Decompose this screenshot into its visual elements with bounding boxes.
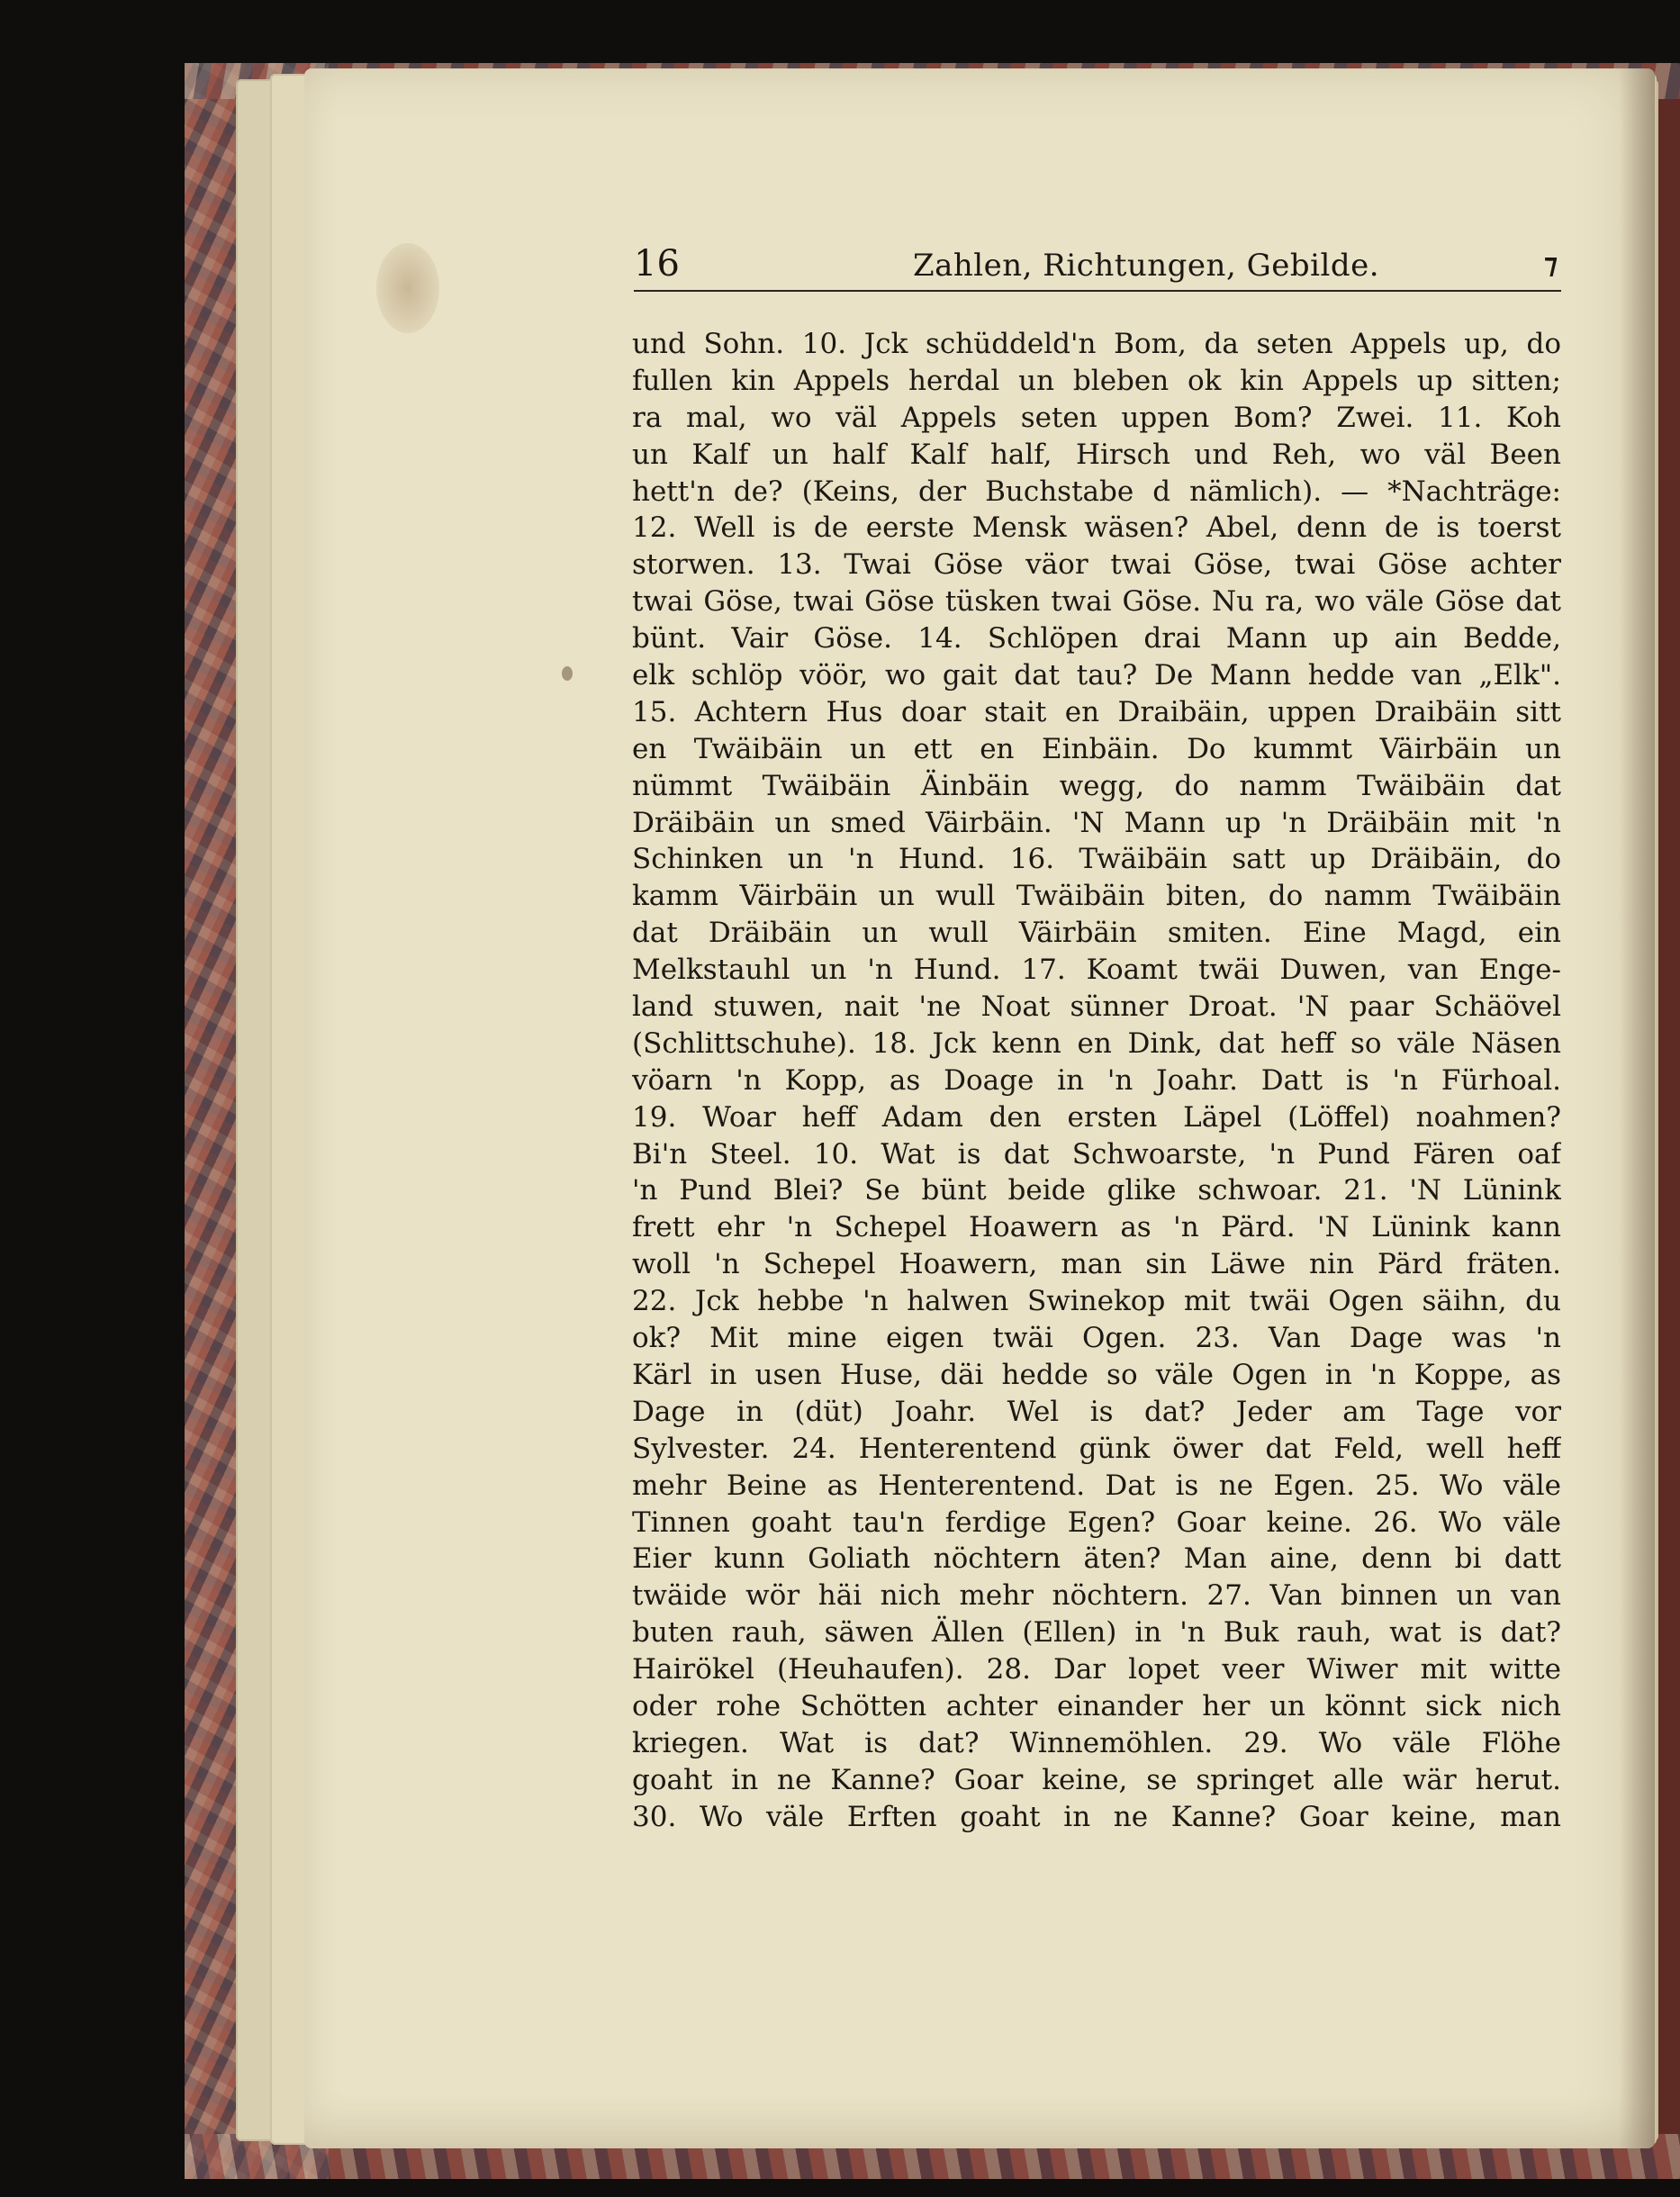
text-line: 12. Well is de eerste Mensk wäsen? Abel, denn de is toerst bbox=[632, 511, 1561, 545]
text-line: Sylvester. 24. Henterentend günk öwer dat Feld, well heff bbox=[632, 1432, 1561, 1465]
paper-spot bbox=[562, 666, 573, 681]
text-line: en Twäibäin un ett en Einbäin. Do kummt Väirbäin un bbox=[632, 732, 1561, 765]
text-line: und Sohn. 10. Jck schüddeld'n Bom, da seten Appels up, do bbox=[632, 328, 1561, 360]
text-line: goaht in ne Kanne? Goar keine, se springet alle wär herut. bbox=[632, 1763, 1561, 1796]
running-title: Zahlen, Richtungen, Gebilde. bbox=[913, 248, 1380, 284]
text-line: 15. Achtern Hus doar stait en Draibäin, uppen Draibäin sitt bbox=[632, 695, 1561, 728]
text-line: Schinken un 'n Hund. 16. Twäibäin satt up Dräibäin, do bbox=[632, 843, 1561, 876]
text-line: mehr Beine as Henterentend. Dat is ne Egen. 25. Wo väle bbox=[632, 1469, 1561, 1502]
text-line: Kärl in usen Huse, däi hedde so väle Ogen in 'n Koppe, as bbox=[632, 1358, 1561, 1391]
text-line: (Schlittschuhe). 18. Jck kenn en Dink, dat heff so väle Näsen bbox=[632, 1026, 1561, 1060]
text-line: kamm Väirbäin un wull Twäibäin biten, do namm Twäibäin bbox=[632, 880, 1561, 913]
text-line: vöarn 'n Kopp, as Doage in 'n Joahr. Datt is 'n Fürhoal. bbox=[632, 1063, 1561, 1097]
page-number: 16 bbox=[634, 243, 680, 285]
header-rule bbox=[634, 290, 1561, 292]
text-line: hett'n de? (Keins, der Buchstabe d nämlich). — *Nachträge: bbox=[632, 475, 1561, 508]
text-line: Dräibäin un smed Väirbäin. 'N Mann up 'n Dräibäin mit 'n bbox=[632, 806, 1561, 839]
text-line: 'n Pund Blei? Se bünt beide glike schwoar. 21. 'N Lünink bbox=[632, 1174, 1561, 1207]
text-line: bünt. Vair Göse. 14. Schlöpen drai Mann up ain Bedde, bbox=[632, 622, 1561, 655]
text-line: oder rohe Schötten achter einander her un könnt sick nich bbox=[632, 1689, 1561, 1722]
gutter-shadow bbox=[1619, 68, 1655, 2148]
text-line: frett ehr 'n Schepel Hoawern as 'n Pärd. 'N Lünink kann bbox=[632, 1211, 1561, 1244]
body-text bbox=[632, 326, 1561, 1836]
text-line: un Kalf un half Kalf half, Hirsch und Reh, wo väl Been bbox=[632, 438, 1561, 471]
paper-stain bbox=[376, 243, 439, 333]
running-head bbox=[634, 240, 1561, 286]
text-line: 19. Woar heff Adam den ersten Läpel (Löffel) noahmen? bbox=[632, 1100, 1561, 1134]
catchword-mark: ⁊ bbox=[1544, 249, 1558, 280]
text-line: kriegen. Wat is dat? Winnemöhlen. 29. Wo väle Flöhe bbox=[632, 1726, 1561, 1759]
text-line: Eier kunn Goliath nöchtern äten? Man aine, denn bi datt bbox=[632, 1542, 1561, 1576]
text-line: ok? Mit mine eigen twäi Ogen. 23. Van Dage was 'n bbox=[632, 1322, 1561, 1355]
text-line: storwen. 13. Twai Göse väor twai Göse, twai Göse achter bbox=[632, 548, 1561, 582]
text-line: Bi'n Steel. 10. Wat is dat Schwoarste, 'n Pund Fären oaf bbox=[632, 1137, 1561, 1171]
text-line: Melkstauhl un 'n Hund. 17. Koamt twäi Duwen, van Enge- bbox=[632, 954, 1561, 987]
text-line: elk schlöp vöör, wo gait dat tau? De Mann hedde van „Elk". bbox=[632, 659, 1561, 692]
text-line: fullen kin Appels herdal un bleben ok kin Appels up sitten; bbox=[632, 364, 1561, 397]
text-line: nümmt Twäibäin Äinbäin wegg, do namm Twäibäin dat bbox=[632, 769, 1561, 802]
text-line: Dage in (düt) Joahr. Wel is dat? Jeder am Tage vor bbox=[632, 1395, 1561, 1428]
text-line: Hairökel (Heuhaufen). 28. Dar lopet veer Wiwer mit witte bbox=[632, 1653, 1561, 1686]
text-line: land stuwen, nait 'ne Noat sünner Droat. 'N paar Schäövel bbox=[632, 990, 1561, 1024]
text-line: Tinnen goaht tau'n ferdige Egen? Goar keine. 26. Wo väle bbox=[632, 1505, 1561, 1539]
text-line: 30. Wo väle Erften goaht in ne Kanne? Goar keine, man bbox=[632, 1800, 1561, 1833]
text-line: twai Göse, twai Göse tüsken twai Göse. Nu ra, wo väle Göse dat bbox=[632, 585, 1561, 619]
text-line: twäide wör häi nich mehr nöchtern. 27. Van binnen un van bbox=[632, 1579, 1561, 1613]
text-line: dat Dräibäin un wull Väirbäin smiten. Eine Magd, ein bbox=[632, 917, 1561, 950]
text-line: buten rauh, säwen Ällen (Ellen) in 'n Buk rauh, wat is dat? bbox=[632, 1616, 1561, 1650]
text-line: woll 'n Schepel Hoawern, man sin Läwe nin Pärd fräten. bbox=[632, 1248, 1561, 1281]
text-line: 22. Jck hebbe 'n halwen Swinekop mit twäi Ogen säihn, du bbox=[632, 1285, 1561, 1318]
text-line: ra mal, wo väl Appels seten uppen Bom? Zwei. 11. Koh bbox=[632, 401, 1561, 434]
